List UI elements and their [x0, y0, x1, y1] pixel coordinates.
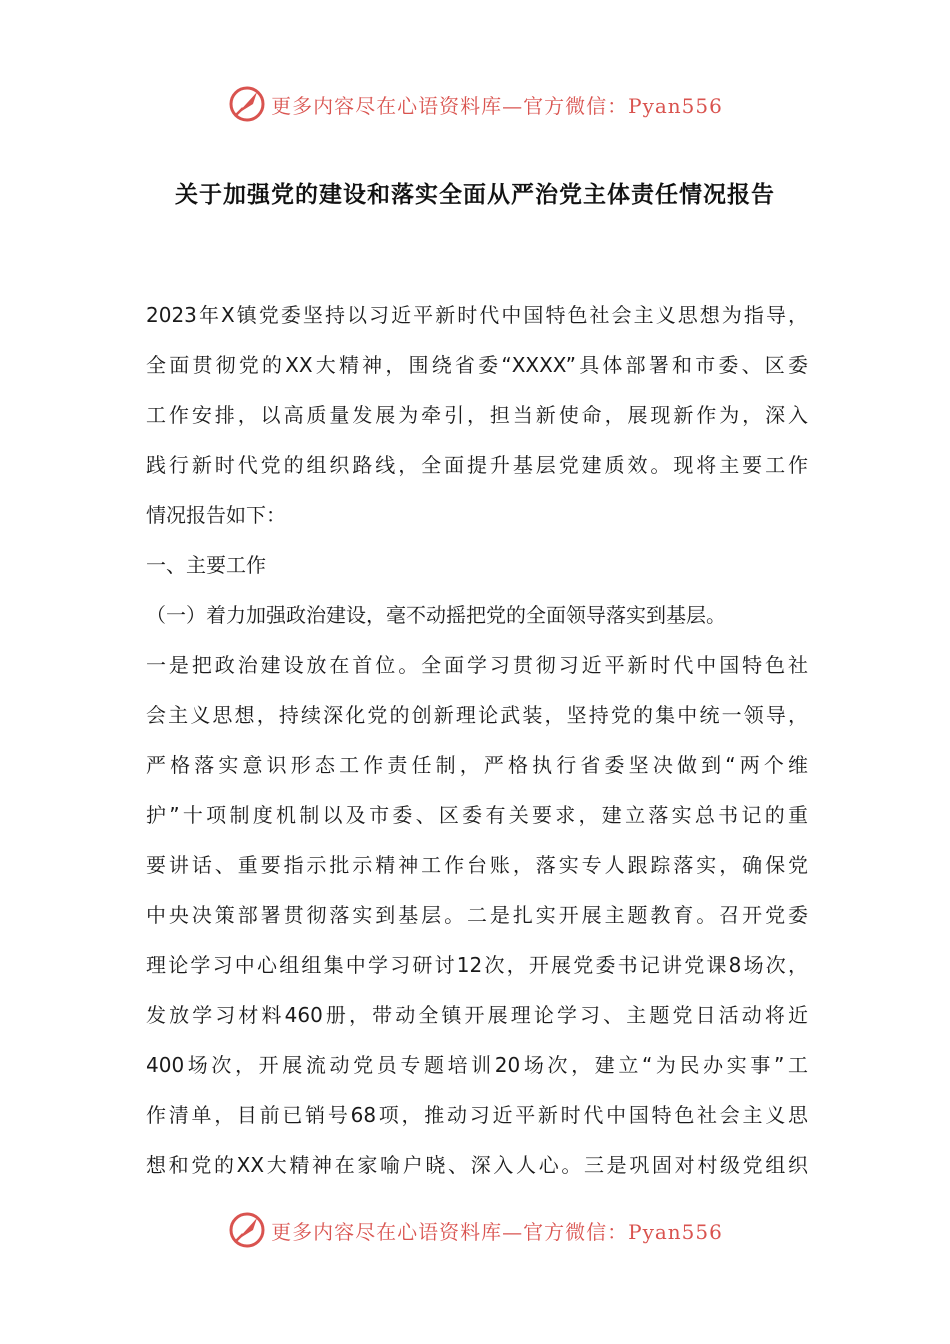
body-line: 中央决策部署贯彻落实到基层。二是扎实开展主题教育。召开党委 [146, 903, 808, 927]
section-heading: 一、主要工作 [146, 553, 266, 577]
body-line: 护”十项制度机制以及市委、区委有关要求，建立落实总书记的重 [146, 803, 808, 827]
body-line: 工作安排，以高质量发展为牵引，担当新使命，展现新作为，深入 [146, 403, 808, 427]
body-line: 理论学习中心组组集中学习研讨12次，开展党委书记讲党课8场次， [146, 953, 808, 977]
body-line: 一是把政治建设放在首位。全面学习贯彻习近平新时代中国特色社 [146, 653, 808, 677]
body-line: 400场次，开展流动党员专题培训20场次，建立“为民办实事”工 [146, 1053, 808, 1077]
quill-logo-icon [227, 1210, 267, 1250]
quill-logo-icon [227, 84, 267, 124]
body-line: 作清单，目前已销号68项，推动习近平新时代中国特色社会主义思 [146, 1103, 808, 1127]
document-title: 关于加强党的建设和落实全面从严治党主体责任情况报告 [175, 181, 775, 208]
body-line: 2023年X镇党委坚持以习近平新时代中国特色社会主义思想为指导， [146, 303, 808, 327]
body-line: 会主义思想，持续深化党的创新理论武装，坚持党的集中统一领导， [146, 703, 808, 727]
body-line: 践行新时代党的组织路线，全面提升基层党建质效。现将主要工作 [146, 453, 808, 477]
watermark-banner-bottom [0, 1208, 950, 1252]
body-line: 情况报告如下： [146, 503, 286, 527]
document-body [146, 290, 808, 1190]
watermark-banner-top [0, 82, 950, 126]
body-line: 发放学习材料460册，带动全镇开展理论学习、主题党日活动将近 [146, 1003, 808, 1027]
body-line: 想和党的XX大精神在家喻户晓、深入人心。三是巩固对村级党组织 [146, 1153, 808, 1177]
watermark-text: 更多内容尽在心语资料库—官方微信：Pyan556 [271, 1219, 723, 1244]
watermark-text: 更多内容尽在心语资料库—官方微信：Pyan556 [271, 93, 723, 118]
body-line: 严格落实意识形态工作责任制，严格执行省委坚决做到“两个维 [146, 753, 808, 777]
body-line: 要讲话、重要指示批示精神工作台账，落实专人跟踪落实，确保党 [146, 853, 808, 877]
body-line: 全面贯彻党的XX大精神，围绕省委“XXXX”具体部署和市委、区委 [146, 353, 808, 377]
subsection-heading: （一）着力加强政治建设，毫不动摇把党的全面领导落实到基层。 [146, 603, 726, 627]
